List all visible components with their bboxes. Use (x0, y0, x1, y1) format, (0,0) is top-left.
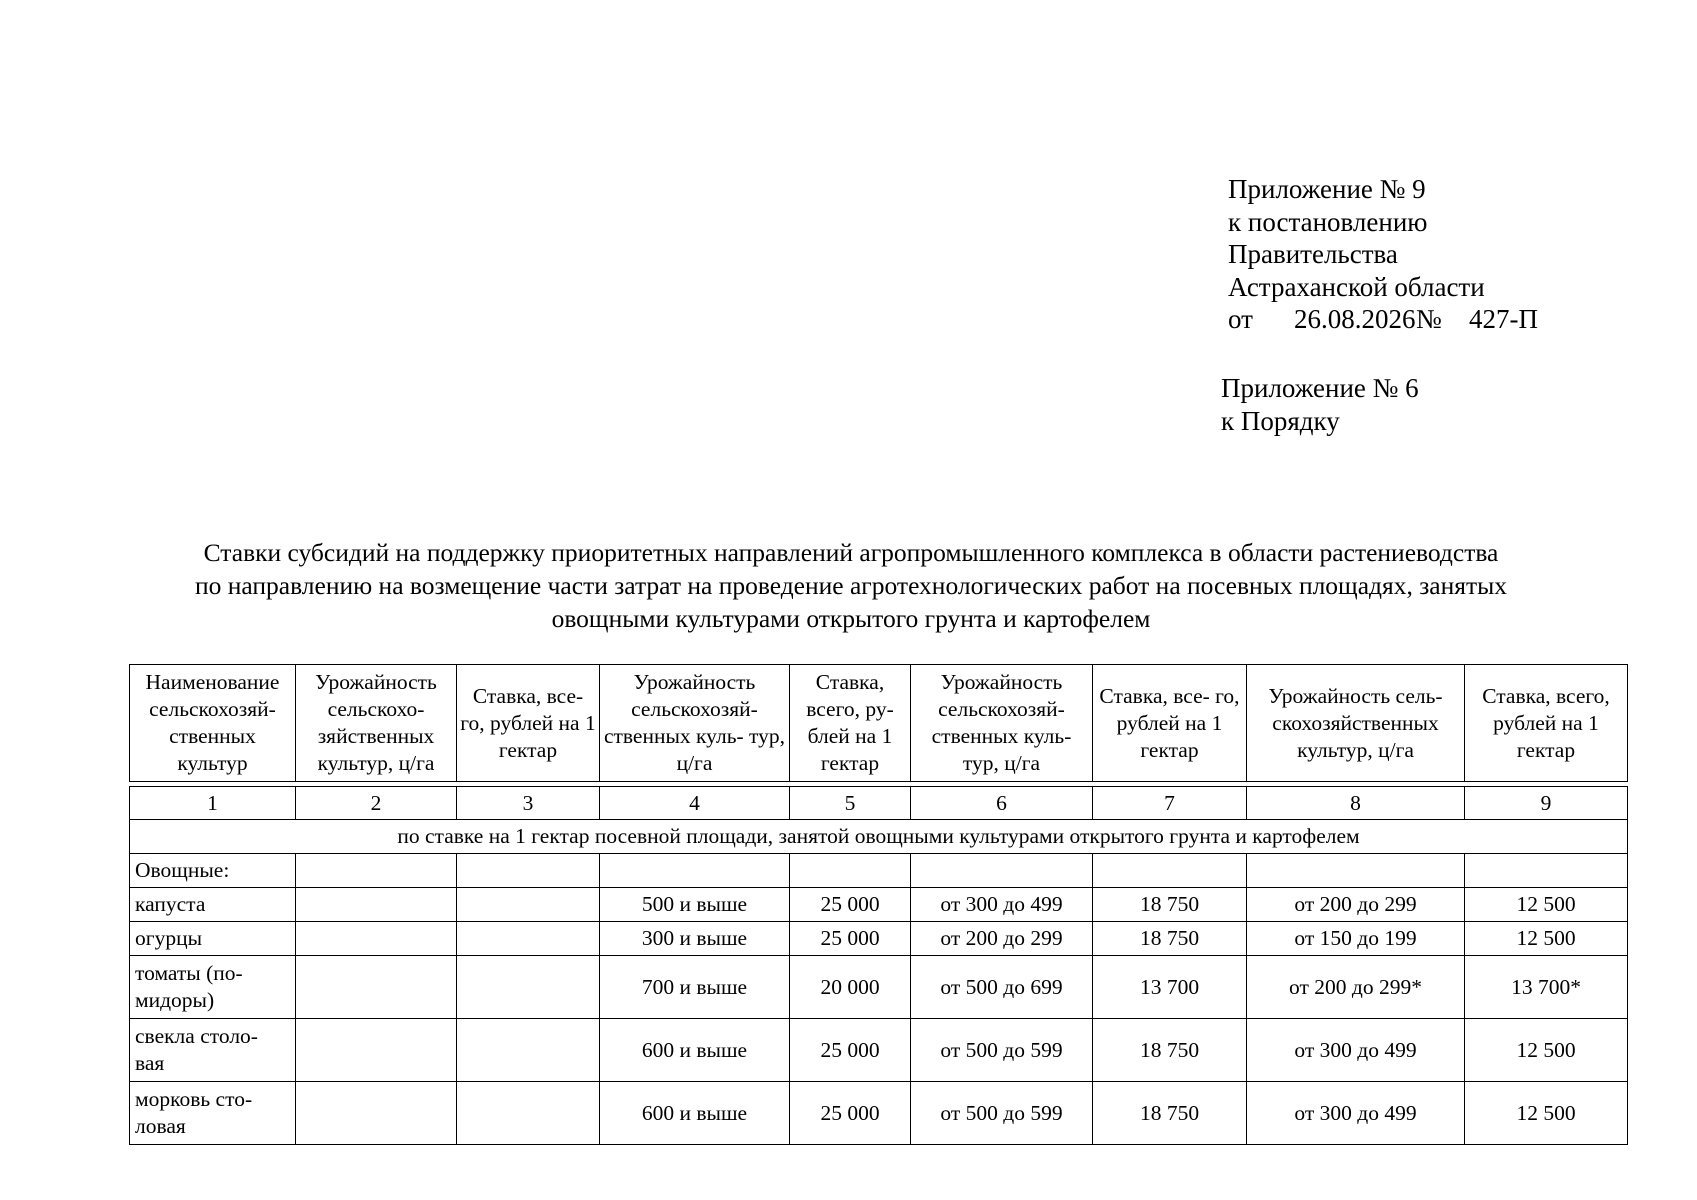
yield-cell: от 300 до 499 (1247, 1019, 1465, 1082)
column-number: 2 (296, 787, 457, 820)
yield-cell: 600 и выше (600, 1082, 790, 1145)
title-line: по направлению на возмещение части затрат на проведение агротехнологических работ на посевных площадях, занятых (194, 571, 1508, 600)
column-header: Урожайность сельскохозяй- ственных куль- тур, ц/га (911, 665, 1093, 782)
table-row (130, 956, 1628, 1019)
rate-cell: 18 750 (1093, 922, 1247, 956)
table-cell (296, 854, 457, 888)
column-header: Ставка, все- го, рублей на 1 гектар (1093, 665, 1247, 782)
table-row (130, 1019, 1628, 1082)
table-cell (600, 854, 790, 888)
group-row (130, 854, 1628, 888)
appendix-title: Приложение № 9 (1228, 174, 1426, 204)
resolution-date: 26.08.2026 (1294, 304, 1416, 334)
column-number: 4 (600, 787, 790, 820)
column-header: Ставка, всего, рублей на 1 гектар (1465, 665, 1628, 782)
yield-cell: 500 и выше (600, 888, 790, 922)
group-label: Овощные: (130, 854, 296, 888)
table-cell (457, 854, 600, 888)
yield-cell: от 200 до 299 (911, 922, 1093, 956)
rate-cell: 18 750 (1093, 888, 1247, 922)
table-cell (296, 1019, 457, 1082)
yield-cell: от 200 до 299 (1247, 888, 1465, 922)
column-number: 3 (457, 787, 600, 820)
yield-cell: от 150 до 199 (1247, 922, 1465, 956)
table-cell (296, 956, 457, 1019)
table-cell (457, 1082, 600, 1145)
rate-cell: 12 500 (1465, 1082, 1628, 1145)
table-row (130, 1082, 1628, 1145)
table-cell (296, 922, 457, 956)
title-line: Ставки субсидий на поддержку приоритетных направлений агропромышленного комплекса в области растениеводства (203, 538, 1499, 567)
rate-cell: 12 500 (1465, 1019, 1628, 1082)
crop-name: морковь сто- ловая (130, 1082, 296, 1145)
column-header: Урожайность сельскохо- зяйственных культур, ц/га (296, 665, 457, 782)
rate-cell: 25 000 (790, 1019, 911, 1082)
yield-cell: 600 и выше (600, 1019, 790, 1082)
yield-cell: 300 и выше (600, 922, 790, 956)
table-cell (911, 854, 1093, 888)
yield-cell: от 300 до 499 (911, 888, 1093, 922)
appendix-to-resolution: к постановлению (1228, 206, 1428, 237)
table-cell (1093, 854, 1247, 888)
table-row (130, 888, 1628, 922)
column-number: 6 (911, 787, 1093, 820)
header-row (130, 665, 1628, 782)
yield-cell: от 500 до 699 (911, 956, 1093, 1019)
rate-cell: 18 750 (1093, 1019, 1247, 1082)
appendix-government: Правительства (1228, 239, 1398, 269)
title-line: овощными культурами открытого грунта и картофелем (551, 604, 1151, 633)
yield-cell: 700 и выше (600, 956, 790, 1019)
table-row (130, 922, 1628, 956)
column-header: Ставка, всего, ру- блей на 1 гектар (790, 665, 911, 782)
column-number: 9 (1465, 787, 1628, 820)
rate-cell: 18 750 (1093, 1082, 1247, 1145)
yield-cell: от 500 до 599 (911, 1019, 1093, 1082)
column-header: Урожайность сельскохозяй- ственных куль- тур, ц/га (600, 665, 790, 782)
section-row (130, 820, 1628, 854)
date-prefix: от (1228, 304, 1253, 334)
rate-cell: 12 500 (1465, 922, 1628, 956)
appendix-date-line (1228, 303, 1538, 336)
column-number-row (130, 787, 1628, 820)
table-cell (457, 1019, 600, 1082)
crop-name: томаты (по- мидоры) (130, 956, 296, 1019)
subsidy-rates-table (129, 664, 1628, 1145)
yield-cell: от 300 до 499 (1247, 1082, 1465, 1145)
table-cell (296, 888, 457, 922)
column-number: 5 (790, 787, 911, 820)
rate-cell: 25 000 (790, 888, 911, 922)
table-cell (457, 888, 600, 922)
column-number: 7 (1093, 787, 1247, 820)
table-cell (790, 854, 911, 888)
crop-name: капуста (130, 888, 296, 922)
column-header: Урожайность сель- скохозяйственных культур, ц/га (1247, 665, 1465, 782)
table-cell (457, 922, 600, 956)
sub-appendix-title: Приложение № 6 (1221, 373, 1419, 403)
appendix-main-block (1228, 173, 1538, 336)
table-cell (457, 956, 600, 1019)
section-title: по ставке на 1 гектар посевной площади, занятой овощными культурами открытого грунта и картофелем (130, 820, 1628, 854)
rate-cell: 25 000 (790, 922, 911, 956)
column-header: Наименование сельскохозяй- ственных культур (130, 665, 296, 782)
table-cell (1247, 854, 1465, 888)
rate-cell: 20 000 (790, 956, 911, 1019)
column-header: Ставка, все- го, рублей на 1 гектар (457, 665, 600, 782)
rate-cell: 12 500 (1465, 888, 1628, 922)
yield-cell: от 200 до 299* (1247, 956, 1465, 1019)
document-title (100, 536, 1602, 635)
table-cell (1465, 854, 1628, 888)
column-number: 1 (130, 787, 296, 820)
column-number: 8 (1247, 787, 1465, 820)
crop-name: свекла столо- вая (130, 1019, 296, 1082)
appendix-region: Астраханской области (1228, 271, 1485, 302)
number-sign: № (1416, 304, 1442, 334)
table-cell (296, 1082, 457, 1145)
sub-appendix-order: к Порядку (1221, 405, 1340, 436)
rate-cell: 25 000 (790, 1082, 911, 1145)
resolution-number: 427-П (1469, 304, 1538, 334)
rate-cell: 13 700* (1465, 956, 1628, 1019)
appendix-sub-block (1221, 372, 1419, 437)
rate-cell: 13 700 (1093, 956, 1247, 1019)
yield-cell: от 500 до 599 (911, 1082, 1093, 1145)
crop-name: огурцы (130, 922, 296, 956)
